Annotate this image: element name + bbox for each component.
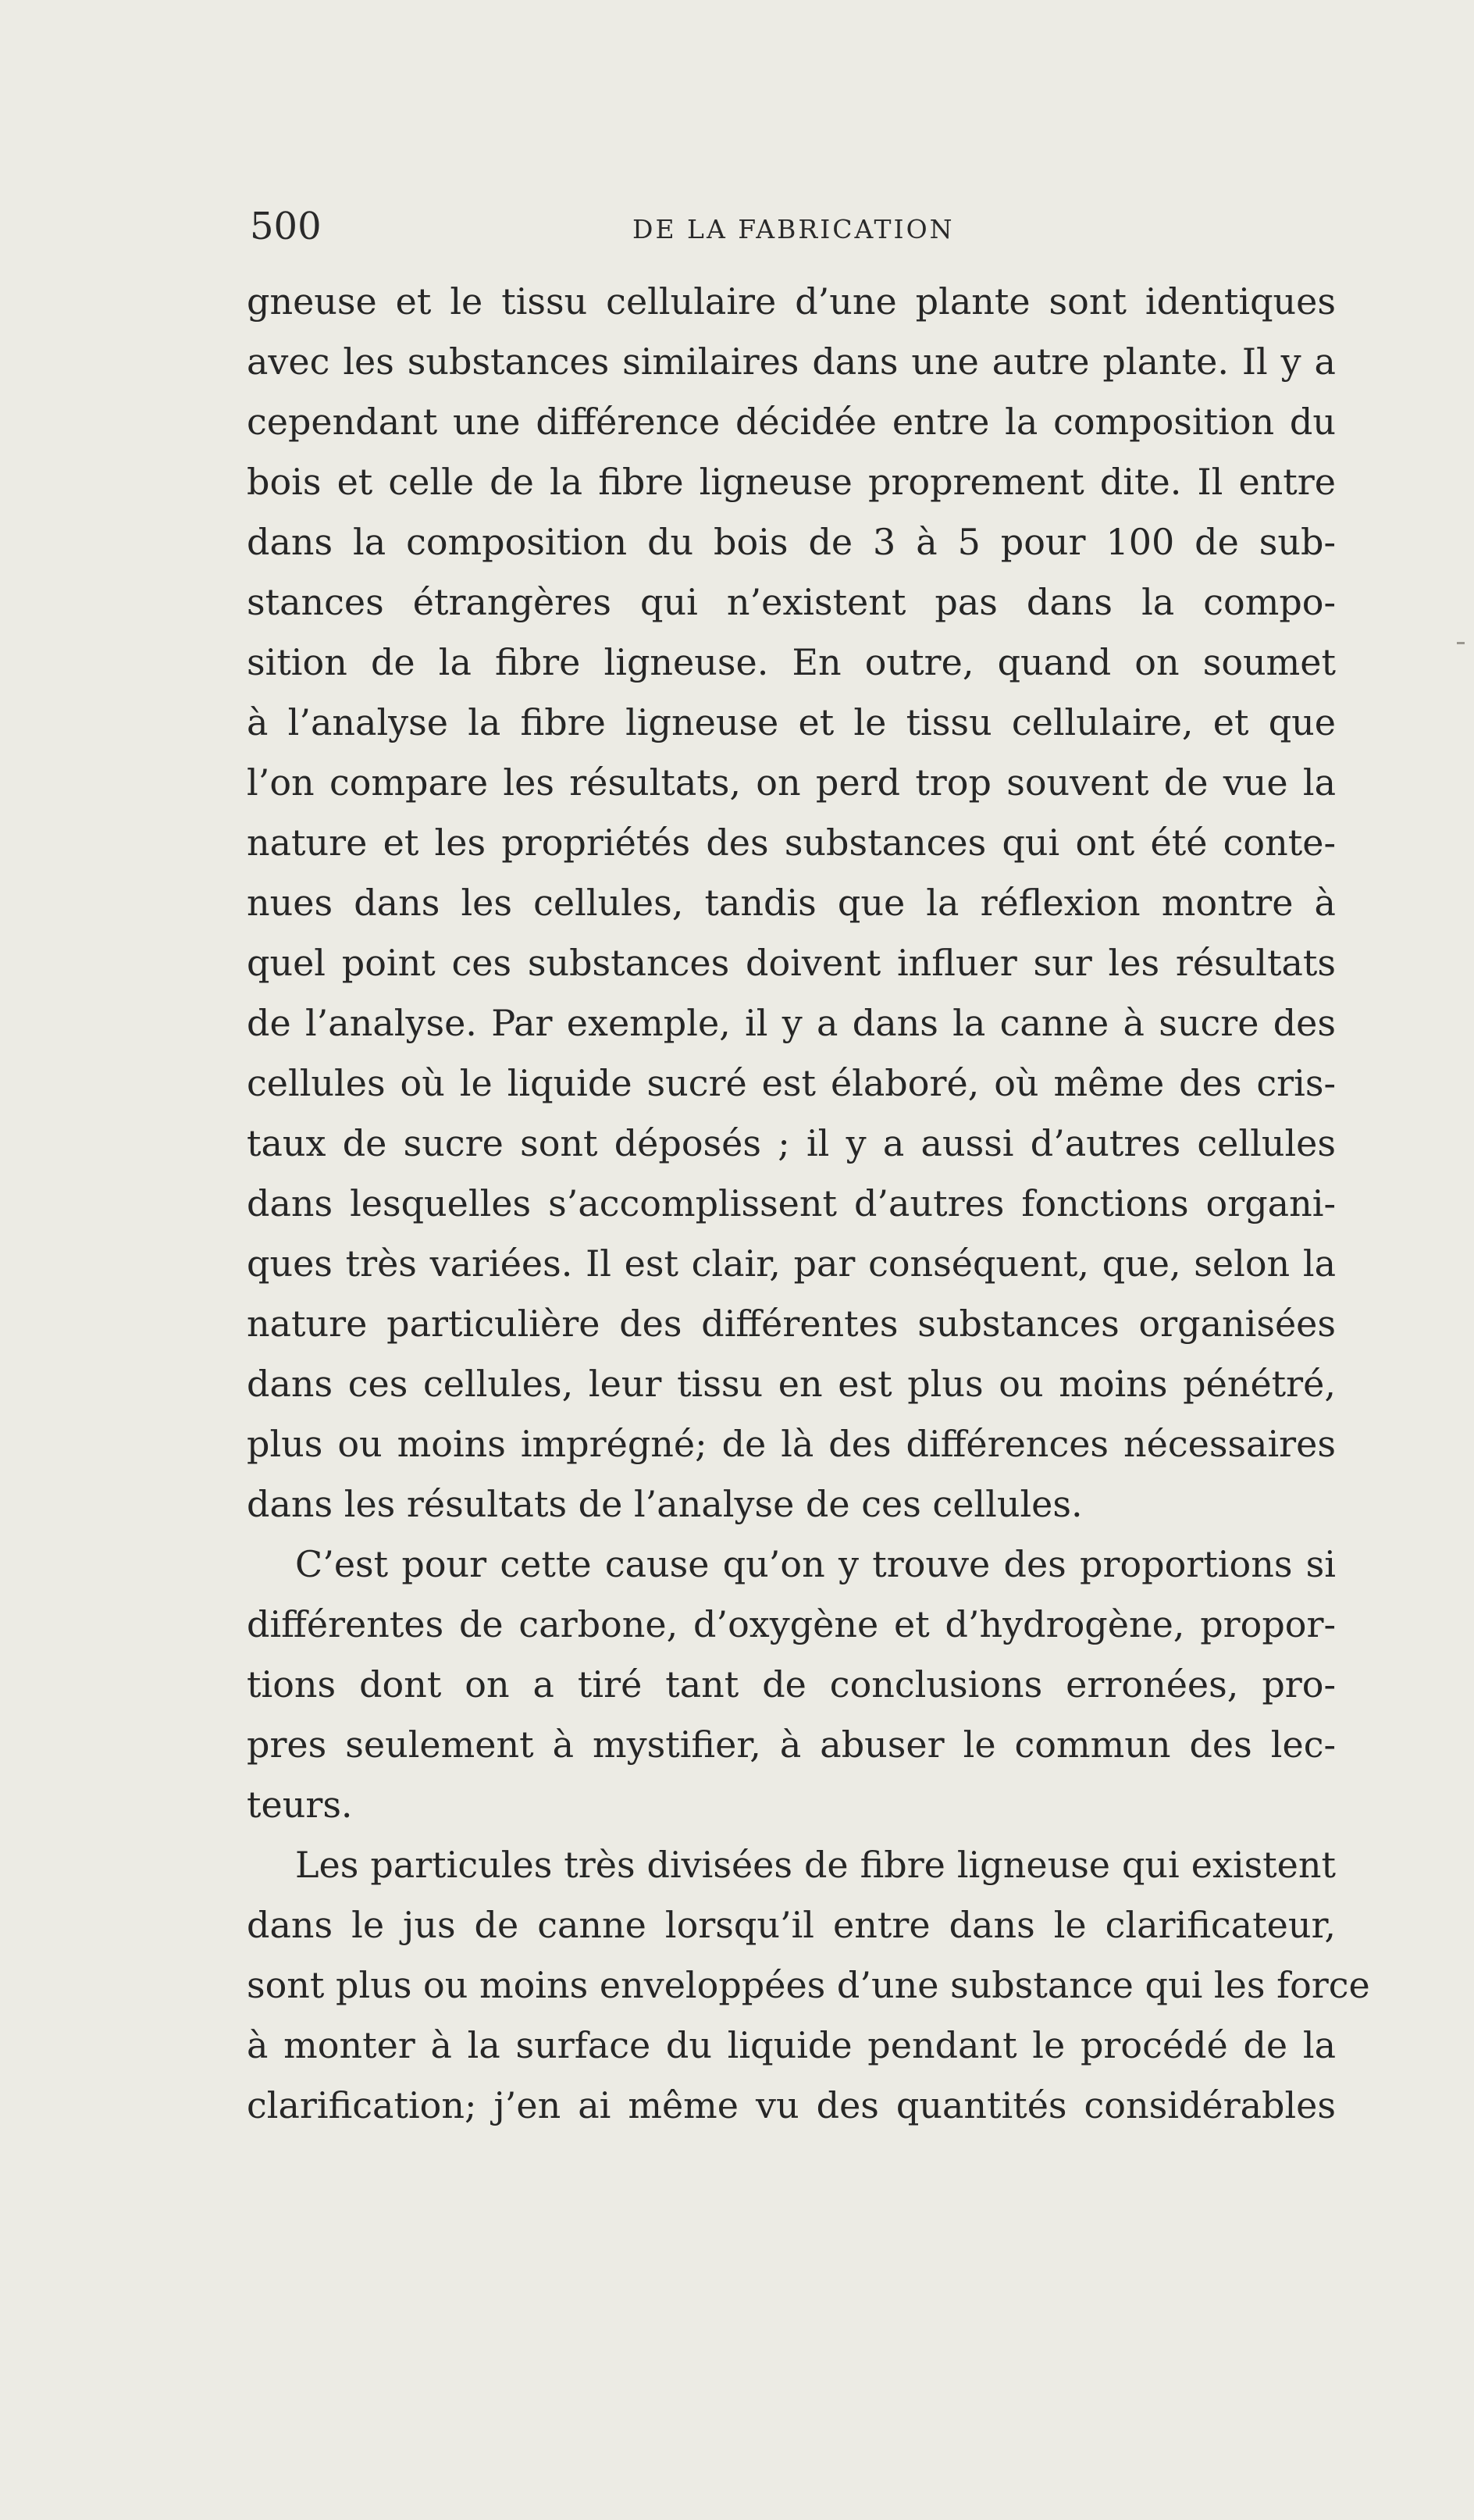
paragraph-last-line: teurs. [247,1784,353,1826]
text-line: dans ces cellules, leur tissu en est plus ou moins pénétré, [247,1363,1336,1405]
text-line: dans lesquelles s’accomplissent d’autres fonctions organi- [247,1182,1336,1224]
text-line: à l’analyse la fibre ligneuse et le tissu cellulaire, et que [247,701,1336,743]
text-line: cellules où le liquide sucré est élaboré, où même des cris- [247,1062,1336,1104]
text-line: dans la composition du bois de 3 à 5 pour 100 de sub- [247,521,1336,563]
text-line: nature particulière des différentes substances organisées [247,1303,1336,1345]
paragraph-first-line: Les particules très divisées de fibre ligneuse qui existent [295,1844,1336,1886]
text-line: quel point ces substances doivent influer sur les résultats [247,942,1336,984]
text-line: cependant une différence décidée entre la composition du [247,401,1336,443]
text-line: nues dans les cellules, tandis que la réflexion montre à [247,882,1336,924]
text-line: ques très variées. Il est clair, par conséquent, que, selon la [247,1242,1336,1285]
text-line: gneuse et le tissu cellulaire d’une plante sont identiques [247,280,1336,323]
margin-mark [1457,642,1465,644]
text-line: de l’analyse. Par exemple, il y a dans la canne à sucre des [247,1002,1336,1044]
page-number: 500 [250,205,322,248]
text-line: pres seulement à mystifier, à abuser le commun des lec- [247,1723,1336,1766]
body-text [247,272,1370,2136]
text-line: sont plus ou moins enveloppées d’une substance qui les force [247,1964,1370,2006]
text-line: différentes de carbone, d’oxygène et d’hydrogène, propor- [247,1603,1336,1645]
running-head: DE LA FABRICATION [632,214,955,244]
paragraph-last-line: dans les résultats de l’analyse de ces cellules. [247,1483,1083,1525]
text-line: à monter à la surface du liquide pendant le procédé de la [247,2024,1336,2066]
text-line: avec les substances similaires dans une autre plante. Il y a [247,340,1336,383]
text-line: sition de la fibre ligneuse. En outre, quand on soumet [247,641,1336,683]
text-line: dans le jus de canne lorsqu’il entre dans le clarificateur, [247,1904,1336,1946]
text-line: nature et les propriétés des substances qui ont été conte- [247,822,1336,864]
text-line: tions dont on a tiré tant de conclusions erronées, pro- [247,1663,1336,1706]
text-line: bois et celle de la fibre ligneuse proprement dite. Il entre [247,461,1336,503]
text-line: clarification; j’en ai même vu des quantités considérables [247,2084,1336,2126]
text-line: plus ou moins imprégné; de là des différences nécessaires [247,1423,1336,1465]
page-header [250,203,1343,258]
text-line: stances étrangères qui n’existent pas dans la compo- [247,581,1336,623]
text-line: taux de sucre sont déposés ; il y a aussi d’autres cellules [247,1122,1336,1164]
text-line: l’on compare les résultats, on perd trop souvent de vue la [247,761,1336,804]
paragraph-first-line: C’est pour cette cause qu’on y trouve des proportions si [295,1543,1336,1585]
